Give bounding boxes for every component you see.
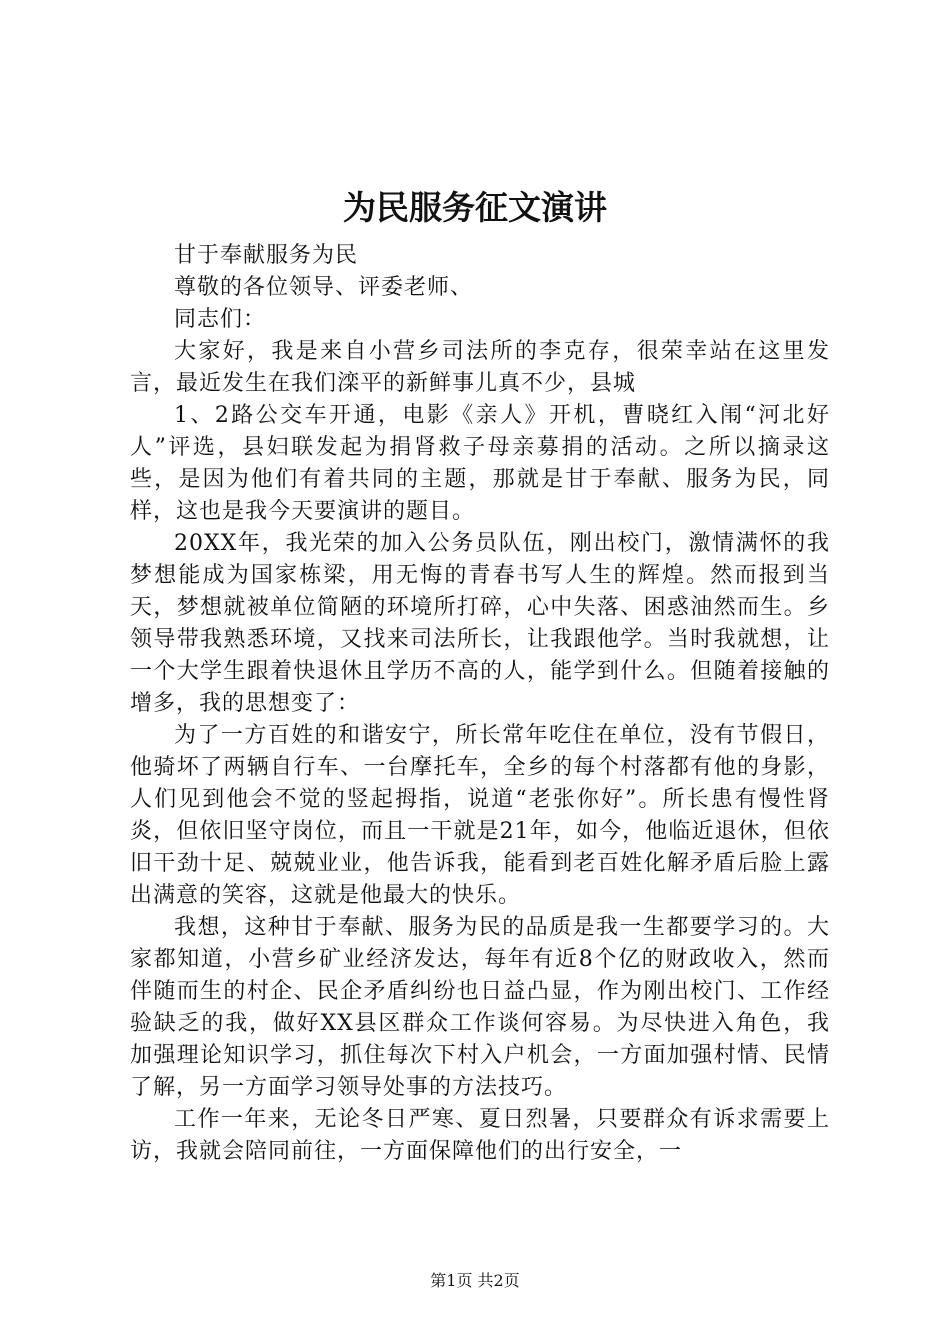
- paragraph-subtitle: 甘于奉献服务为民: [174, 243, 359, 268]
- paragraph: 1、2路公交车开通，电影《亲人》开机，曹晓红入闱“河北好人”评选，县妇联发起为捐肾救子母亲募捐的活动。之所以摘录这些，是因为他们有着共同的主题，那就是甘于奉献、服务为民，同样，这也是我今天要演讲的题目。: [130, 403, 830, 524]
- document-body: [130, 240, 830, 1168]
- paragraph: 工作一年来，无论冬日严寒、夏日烈暑，只要群众有诉求需要上访，我就会陪同前往，一方面保障他们的出行安全，一: [130, 1107, 830, 1164]
- paragraph: 20XX年，我光荣的加入公务员队伍，刚出校门，激情满怀的我梦想能成为国家栋梁，用无悔的青春书写人生的辉煌。然而报到当天，梦想就被单位简陋的环境所打碎，心中失落、困惑油然而生。乡领导带我熟悉环境，又找来司法所长，让我跟他学。当时我就想，让一个大学生跟着快退休且学历不高的人，能学到什么。但随着接触的增多，我的思想变了：: [130, 531, 830, 716]
- paragraph: 我想，这种甘于奉献、服务为民的品质是我一生都要学习的。大家都知道，小营乡矿业经济发达，每年有近8个亿的财政收入，然而伴随而生的村企、民企矛盾纠纷也日益凸显，作为刚出校门、工作经验缺乏的我，做好XX县区群众工作谈何容易。为尽快进入角色，我加强理论知识学习，抓住每次下村入户机会，一方面加强村情、民情了解，另一方面学习领导处事的方法技巧。: [130, 915, 830, 1100]
- paragraph: 大家好，我是来自小营乡司法所的李克存，很荣幸站在这里发言，最近发生在我们滦平的新鲜事儿真不少，县城: [130, 339, 830, 396]
- page-footer: 第1页 共2页: [430, 1271, 520, 1290]
- paragraph-salutation: 尊敬的各位领导、评委老师、: [174, 275, 474, 300]
- paragraph-salutation-2: 同志们：: [174, 307, 267, 332]
- paragraph: 为了一方百姓的和谐安宁，所长常年吃住在单位，没有节假日，他骑坏了两辆自行车、一台摩托车，全乡的每个村落都有他的身影，人们见到他会不觉的竖起拇指，说道“老张你好”。所长患有慢性肾炎，但依旧坚守岗位，而且一干就是21年，如今，他临近退休，但依旧干劲十足、兢兢业业，他告诉我，能看到老百姓化解矛盾后脸上露出满意的笑容，这就是他最大的快乐。: [130, 723, 830, 908]
- document-title: 为民服务征文演讲: [343, 188, 607, 227]
